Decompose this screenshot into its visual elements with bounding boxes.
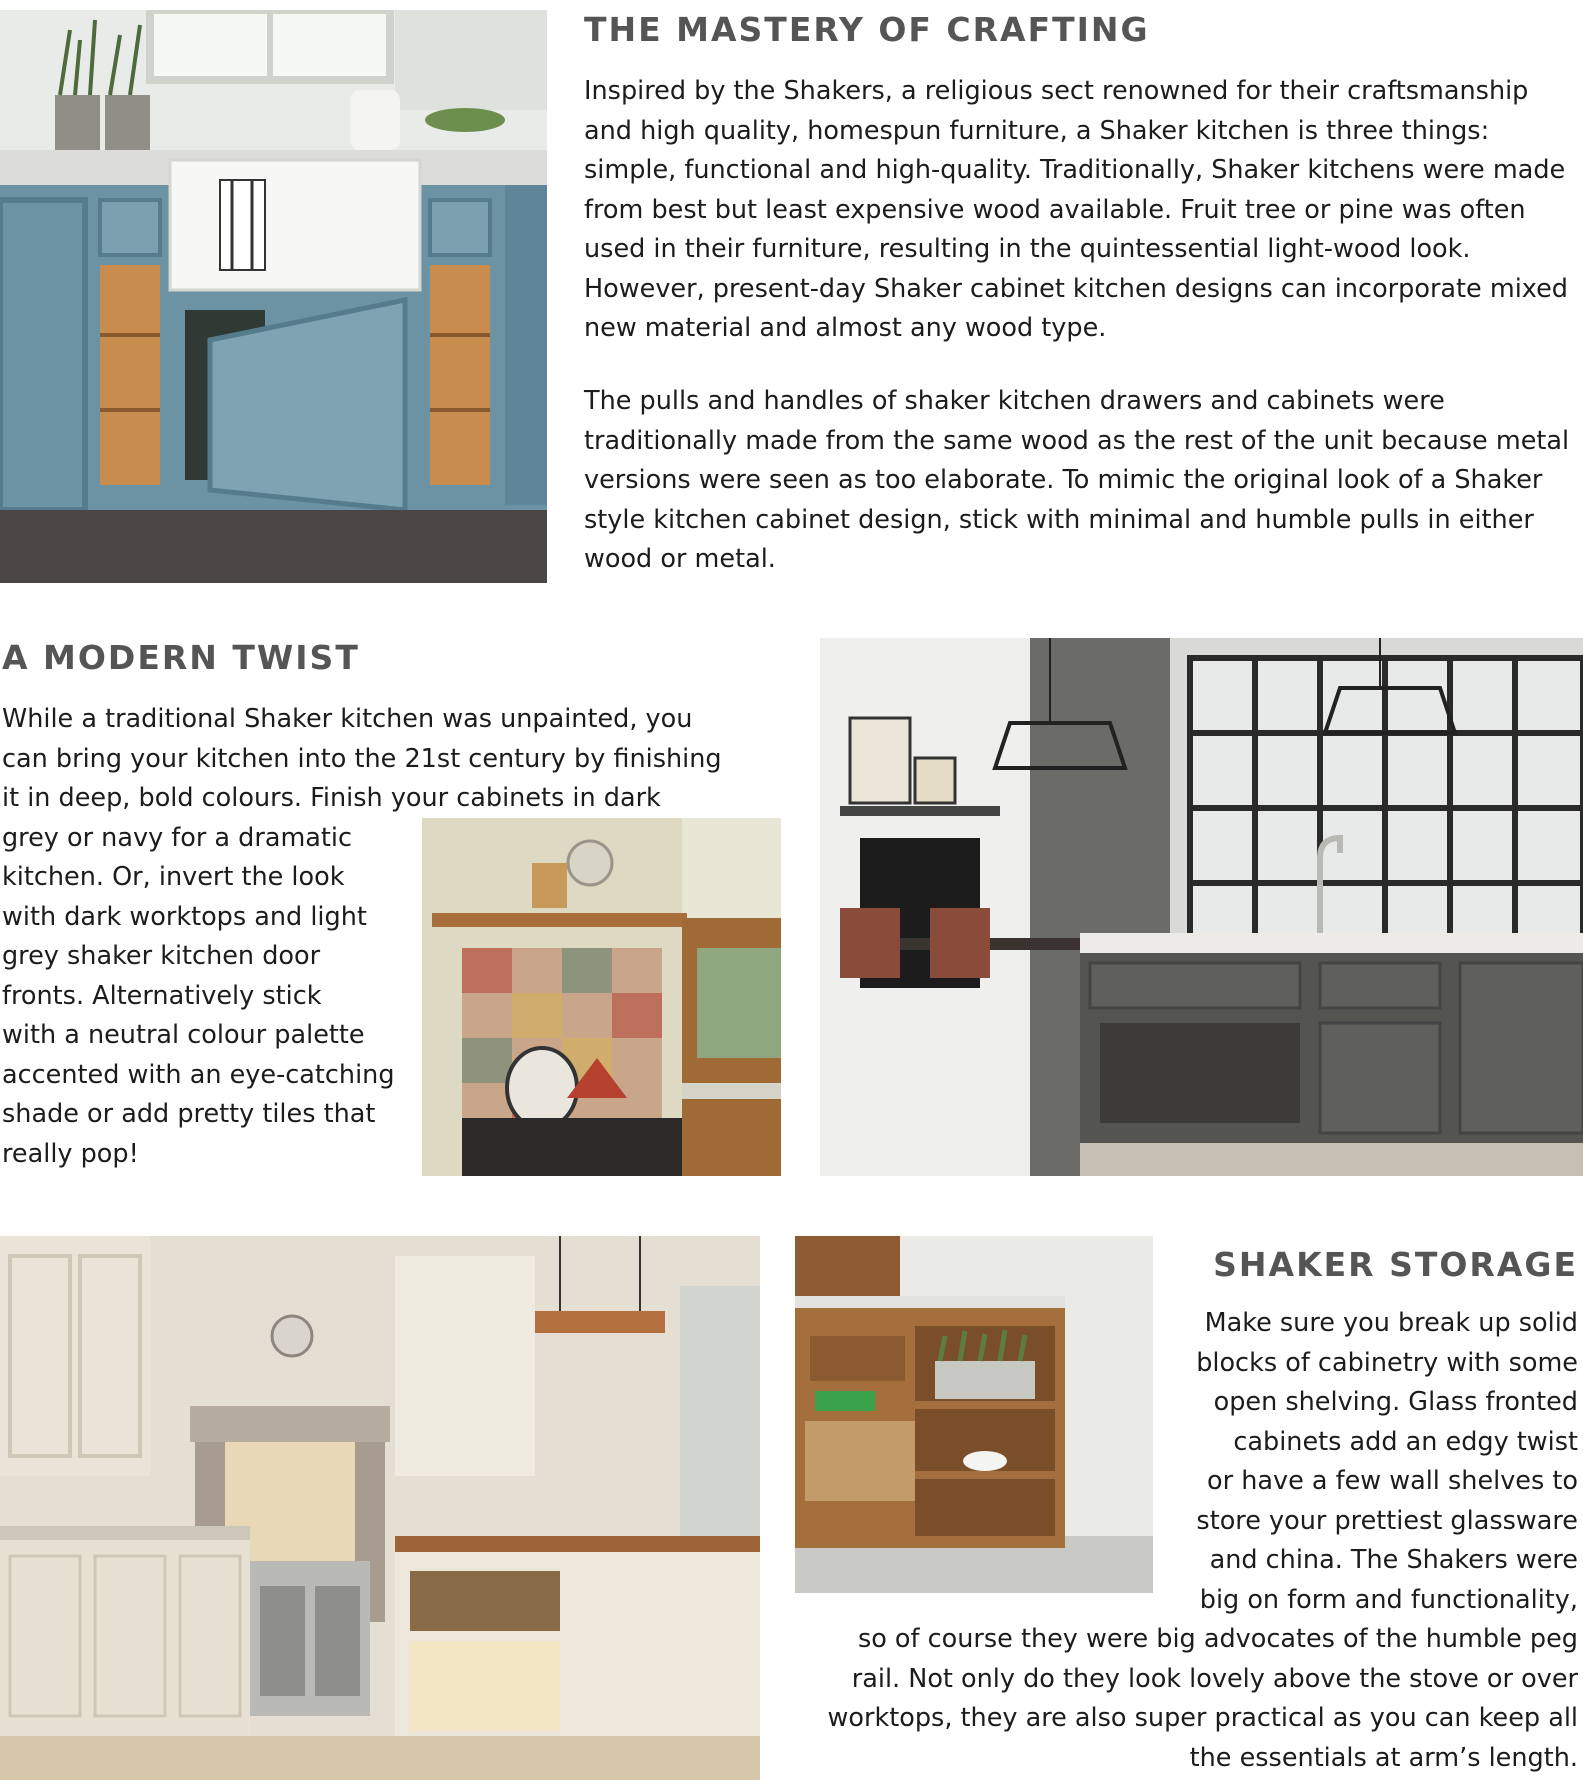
grey-island-photo — [820, 638, 1583, 1176]
blue-kitchen-photo — [0, 10, 547, 583]
section1-paragraph-2: The pulls and handles of shaker kitchen drawers and cabinets were traditionally made from the same wood as the rest of the unit because metal versions were seen as too elaborate. To mimic the original look of a Shaker style kitchen cabinet design, stick with minimal and humble pulls in either wood or metal. — [584, 386, 1570, 574]
tiled-kitchen-illustration — [422, 818, 781, 1176]
section2-line: fronts. Alternatively stick — [2, 980, 322, 1011]
section1-paragraph-1: Inspired by the Shakers, a religious sect renowned for their craftsmanship and high quality, homespun furniture, a Shaker kitchen is three things: simple, functional and high-quality. Traditionally, Shaker kitchens were made from best but least expensive wood available. Fruit tree or pine was often used in their furniture, resulting in the quintessential light-wood look. However, present-day Shaker cabinet kitchen designs can incorporate mixed new material and almost any wood type. — [584, 76, 1568, 343]
section2-line: grey or navy for a dramatic — [2, 822, 353, 853]
section3-title: SHAKER STORAGE — [1213, 1245, 1578, 1284]
oak-storage-photo — [795, 1236, 1153, 1593]
section2-line: with dark worktops and light — [2, 901, 367, 932]
section3-line: Make sure you break up solid — [1204, 1308, 1578, 1338]
section3-line: so of course they were big advocates of the humble peg — [857, 1624, 1578, 1654]
section2-line: it in deep, bold colours. Finish your cabinets in dark — [2, 783, 661, 813]
section1-title: THE MASTERY OF CRAFTING — [584, 10, 1150, 49]
section2-line: shade or add pretty tiles that — [2, 1099, 376, 1129]
cream-kitchen-photo — [0, 1236, 760, 1780]
section3-line: worktops, they are also super practical as you can keep all — [827, 1703, 1578, 1733]
blue-kitchen-illustration — [0, 10, 547, 583]
section3-line: cabinets add an edgy twist — [1233, 1426, 1578, 1457]
section2-line: really pop! — [2, 1138, 139, 1169]
tiled-kitchen-photo — [422, 818, 781, 1176]
section3-line: or have a few wall shelves to — [1207, 1466, 1578, 1496]
section3-line: blocks of cabinetry with some — [1196, 1347, 1578, 1378]
section3-line: open shelving. Glass fronted — [1213, 1387, 1578, 1417]
section2-line: While a traditional Shaker kitchen was unpainted, you — [2, 704, 693, 734]
section2-line: grey shaker kitchen door — [2, 941, 321, 971]
section2-line: can bring your kitchen into the 21st century by finishing — [2, 743, 722, 774]
cream-kitchen-illustration — [0, 1236, 760, 1780]
section3-text-wide — [790, 1620, 1578, 1778]
oak-storage-illustration — [795, 1236, 1153, 1593]
section2-line: with a neutral colour palette — [2, 1020, 365, 1050]
section3-line: store your prettiest glassware — [1196, 1505, 1578, 1536]
section3-line: the essentials at arm’s length. — [1189, 1742, 1578, 1773]
section3-line: rail. Not only do they look lovely above the stove or over — [851, 1663, 1578, 1694]
section2-title: A MODERN TWIST — [2, 638, 360, 677]
section3-line: and china. The Shakers were — [1209, 1545, 1578, 1575]
section3-text-narrow — [1160, 1304, 1578, 1620]
grey-island-illustration — [820, 638, 1583, 1176]
section2-line: accented with an eye-catching — [2, 1059, 395, 1090]
section2-line: kitchen. Or, invert the look — [2, 862, 345, 892]
section3-line: big on form and functionality, — [1199, 1584, 1578, 1615]
